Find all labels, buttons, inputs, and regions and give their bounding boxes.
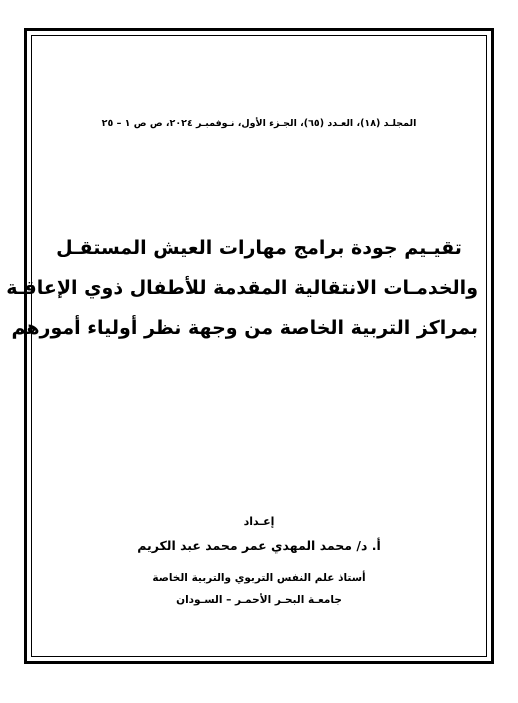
paper-title	[6, 228, 478, 348]
title-line-2: والخدمـات الانتقالية المقدمة للأطفال ذوي الإعاقـة	[6, 277, 478, 299]
prepared-by-label: إعـداد	[243, 515, 275, 528]
author-position: أستاذ علم النفس التربوي والتربية الخاصة	[152, 572, 366, 584]
journal-citation: المجلـد (١٨)، العـدد (٦٥)، الجـزء الأول، نـوفمبـر ٢٠٢٤، ص ص ١ – ٢٥	[101, 118, 417, 129]
title-line-1: تقيـيم جودة برامج مهارات العيش المستقـل	[56, 237, 462, 259]
title-line-3: بمراكز التربية الخاصة من وجهة نظر أولياء أمورهم	[11, 317, 478, 339]
author-name: أ. د/ محمد المهدي عمر محمد عبد الكريم	[137, 538, 381, 553]
author-university: جامعـة البحـر الأحمـر – السـودان	[176, 594, 342, 606]
